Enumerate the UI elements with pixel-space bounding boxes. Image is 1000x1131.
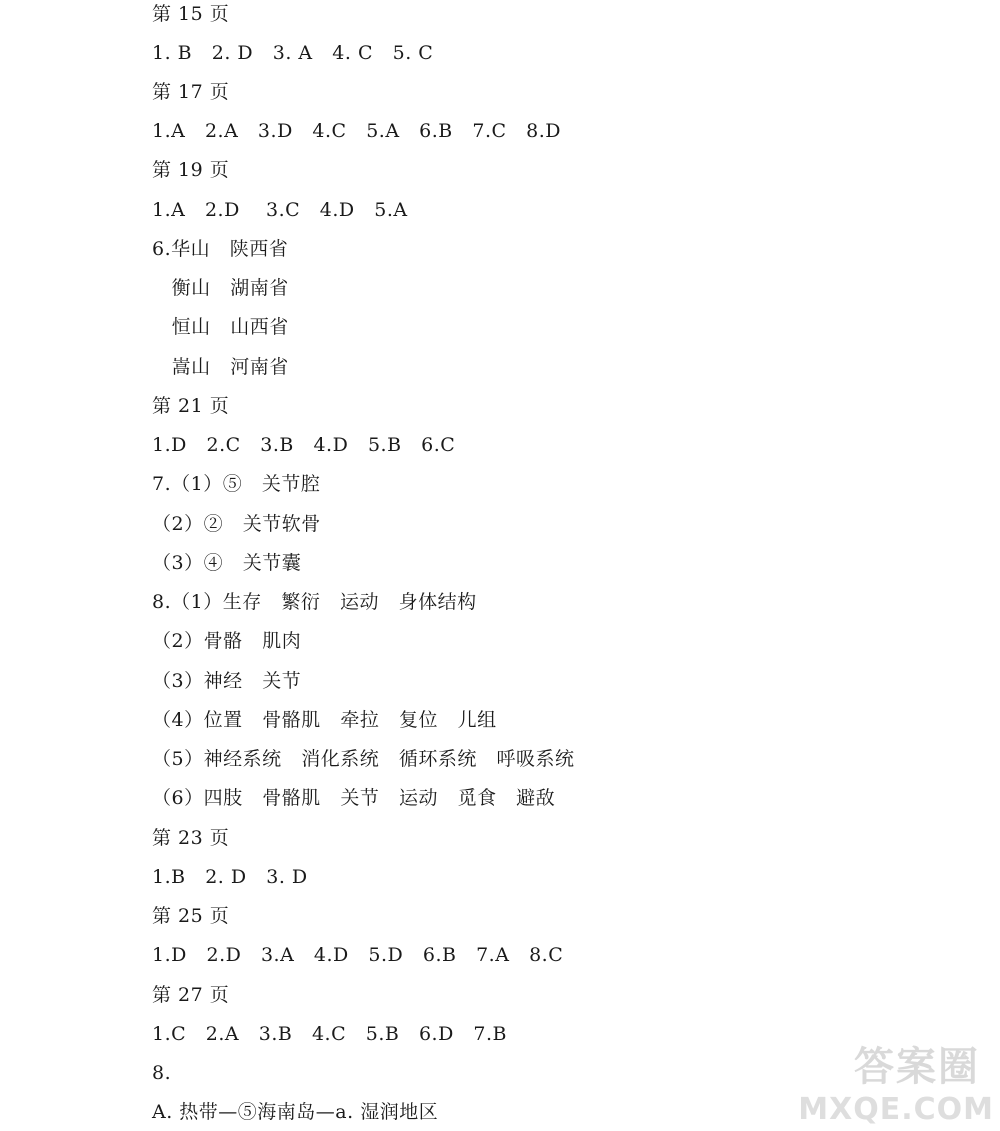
answer-line: 1.A 2.A 3.D 4.C 5.A 6.B 7.C 8.D bbox=[152, 120, 562, 142]
answer-line: 6.华山 陕西省 bbox=[152, 238, 289, 260]
answer-line: 衡山 湖南省 bbox=[152, 277, 289, 299]
page-heading-15: 第 15 页 bbox=[152, 3, 230, 25]
answer-line: 8.（1）生存 繁衍 运动 身体结构 bbox=[152, 591, 477, 613]
page-heading-19: 第 19 页 bbox=[152, 159, 230, 181]
answer-line: 1. B 2. D 3. A 4. C 5. C bbox=[152, 42, 434, 64]
answer-line: 8. bbox=[152, 1062, 172, 1084]
answer-line: A. 热带—⑤海南岛—a. 湿润地区 bbox=[152, 1101, 439, 1123]
answer-line: （4）位置 骨骼肌 牵拉 复位 儿组 bbox=[152, 709, 497, 731]
page-heading-27: 第 27 页 bbox=[152, 984, 230, 1006]
page-heading-23: 第 23 页 bbox=[152, 827, 230, 849]
watermark bbox=[798, 1031, 1000, 1131]
page-heading-21: 第 21 页 bbox=[152, 395, 230, 417]
answer-line: （2）② 关节软骨 bbox=[152, 513, 321, 535]
watermark-logo-text: 答案圈 bbox=[854, 1044, 980, 1090]
watermark-url: MXQE.COM bbox=[798, 1092, 994, 1127]
answer-line: 恒山 山西省 bbox=[152, 316, 289, 338]
answer-line: 1.B 2. D 3. D bbox=[152, 866, 308, 888]
answer-line: （5）神经系统 消化系统 循环系统 呼吸系统 bbox=[152, 748, 575, 770]
answer-line: 1.A 2.D 3.C 4.D 5.A bbox=[152, 199, 408, 221]
page-heading-17: 第 17 页 bbox=[152, 81, 230, 103]
answer-line: 1.C 2.A 3.B 4.C 5.B 6.D 7.B bbox=[152, 1023, 508, 1045]
answer-line: （2）骨骼 肌肉 bbox=[152, 630, 302, 652]
answer-line: 1.D 2.D 3.A 4.D 5.D 6.B 7.A 8.C bbox=[152, 944, 564, 966]
answer-line: （6）四肢 骨骼肌 关节 运动 觅食 避敌 bbox=[152, 787, 556, 809]
answer-line: 7.（1）⑤ 关节腔 bbox=[152, 473, 321, 495]
page-heading-25: 第 25 页 bbox=[152, 905, 230, 927]
answer-line: 1.D 2.C 3.B 4.D 5.B 6.C bbox=[152, 434, 456, 456]
answer-line: （3）神经 关节 bbox=[152, 670, 302, 692]
answer-line: （3）④ 关节囊 bbox=[152, 552, 302, 574]
answer-line: 嵩山 河南省 bbox=[152, 356, 289, 378]
